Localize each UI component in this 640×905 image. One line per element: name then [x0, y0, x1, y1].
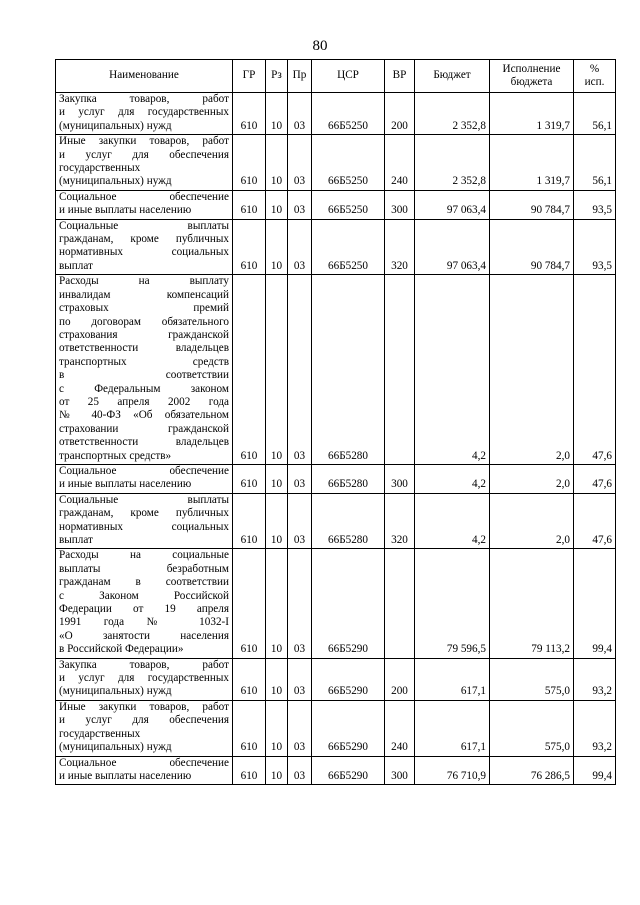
- header-gr: ГР: [233, 60, 266, 93]
- header-pr: Пр: [288, 60, 312, 93]
- row-gr: 610: [233, 700, 266, 756]
- row-name-line: Иные закупки товаров, работ: [59, 700, 229, 713]
- table-row: [56, 549, 616, 658]
- row-rz: 10: [266, 700, 288, 756]
- row-name-line: Иные закупки товаров, работ: [59, 135, 229, 148]
- row-name-line: с Федеральным законом: [59, 382, 229, 395]
- row-name-line: и услуг для обеспечения: [59, 714, 229, 727]
- row-pr: 03: [288, 658, 312, 700]
- header-pct: [574, 60, 616, 93]
- row-budget: 617,1: [415, 700, 490, 756]
- row-name-line: Закупка товаров, работ: [59, 658, 229, 671]
- row-rz: 10: [266, 549, 288, 658]
- row-pct: 93,2: [574, 658, 616, 700]
- row-pr: 03: [288, 549, 312, 658]
- row-gr: 610: [233, 549, 266, 658]
- row-name: [56, 93, 233, 135]
- row-execution: 2,0: [490, 275, 574, 465]
- table-row: [56, 219, 616, 275]
- header-rz: Рз: [266, 60, 288, 93]
- row-csr: 66Б5250: [312, 135, 385, 191]
- row-name-line: инвалидам компенсаций: [59, 288, 229, 301]
- row-name-line: Социальные выплаты: [59, 219, 229, 232]
- row-name-line: ответственности владельцев: [59, 342, 229, 355]
- row-csr: 66Б5290: [312, 700, 385, 756]
- row-execution: 76 286,5: [490, 756, 574, 785]
- row-csr: 66Б5250: [312, 93, 385, 135]
- row-rz: 10: [266, 658, 288, 700]
- row-name-line: транспортных средств»: [59, 449, 172, 462]
- row-execution: 2,0: [490, 464, 574, 493]
- row-budget: 2 352,8: [415, 135, 490, 191]
- row-vr: 200: [385, 93, 415, 135]
- row-pr: 03: [288, 700, 312, 756]
- row-vr: 320: [385, 493, 415, 549]
- row-name: [56, 190, 233, 219]
- row-pct: 93,5: [574, 219, 616, 275]
- row-name-line: (муниципальных) нужд: [59, 741, 172, 754]
- row-execution: 90 784,7: [490, 219, 574, 275]
- header-pct-line2: исп.: [584, 76, 605, 88]
- row-name: [56, 756, 233, 785]
- row-rz: 10: [266, 756, 288, 785]
- row-name-line: с Законом Российской: [59, 589, 229, 602]
- row-pct: 93,5: [574, 190, 616, 219]
- row-vr: 200: [385, 658, 415, 700]
- row-name-line: Социальное обеспечение: [59, 464, 229, 477]
- row-csr: 66Б5250: [312, 219, 385, 275]
- row-name-line: от 25 апреля 2002 года: [59, 395, 229, 408]
- row-name-line: страховании гражданской: [59, 422, 229, 435]
- row-name-line: выплаты безработным: [59, 562, 229, 575]
- row-name-line: Расходы на выплату: [59, 275, 229, 288]
- row-name-line: (муниципальных) нужд: [59, 119, 172, 132]
- row-name-line: и иные выплаты населению: [59, 204, 192, 217]
- row-csr: 66Б5280: [312, 493, 385, 549]
- header-csr: ЦСР: [312, 60, 385, 93]
- table-row: [56, 93, 616, 135]
- row-name-line: государственных: [59, 162, 141, 175]
- row-pct: 93,2: [574, 700, 616, 756]
- row-pct: 47,6: [574, 275, 616, 465]
- row-execution: 2,0: [490, 493, 574, 549]
- row-name: [56, 549, 233, 658]
- row-csr: 66Б5290: [312, 549, 385, 658]
- row-gr: 610: [233, 493, 266, 549]
- row-name-line: и услуг для государственных: [59, 672, 229, 685]
- row-csr: 66Б5290: [312, 658, 385, 700]
- row-name-line: Федерации от 19 апреля: [59, 603, 229, 616]
- row-rz: 10: [266, 93, 288, 135]
- row-name-line: и услуг для обеспечения: [59, 148, 229, 161]
- row-execution: 1 319,7: [490, 135, 574, 191]
- row-pr: 03: [288, 275, 312, 465]
- row-vr: 240: [385, 135, 415, 191]
- row-gr: 610: [233, 190, 266, 219]
- row-pct: 56,1: [574, 135, 616, 191]
- table-row: [56, 756, 616, 785]
- row-name-line: страхования гражданской: [59, 328, 229, 341]
- row-pct: 99,4: [574, 549, 616, 658]
- row-csr: 66Б5290: [312, 756, 385, 785]
- row-name-line: гражданам, кроме публичных: [59, 233, 229, 246]
- row-name: [56, 658, 233, 700]
- row-name-line: гражданам, кроме публичных: [59, 507, 229, 520]
- row-rz: 10: [266, 190, 288, 219]
- row-execution: 90 784,7: [490, 190, 574, 219]
- row-name-line: Закупка товаров, работ: [59, 93, 229, 105]
- row-name-line: (муниципальных) нужд: [59, 685, 172, 698]
- row-vr: 300: [385, 464, 415, 493]
- row-name-line: Социальные выплаты: [59, 493, 229, 506]
- header-name: Наименование: [56, 60, 233, 93]
- row-name-line: транспортных средств: [59, 355, 229, 368]
- header-execution-line1: Исполнение: [502, 62, 561, 75]
- row-vr: 300: [385, 190, 415, 219]
- row-name-line: нормативных социальных: [59, 246, 229, 259]
- row-gr: 610: [233, 756, 266, 785]
- row-name: [56, 219, 233, 275]
- row-name-line: в Российской Федерации»: [59, 643, 184, 656]
- header-budget: Бюджет: [415, 60, 490, 93]
- row-rz: 10: [266, 493, 288, 549]
- row-name: [56, 700, 233, 756]
- row-name-line: и иные выплаты населению: [59, 478, 192, 491]
- row-name-line: Расходы на социальные: [59, 549, 229, 562]
- row-budget: 4,2: [415, 493, 490, 549]
- row-gr: 610: [233, 93, 266, 135]
- row-name-line: № 40-ФЗ «Об обязательном: [59, 409, 229, 422]
- row-pct: 47,6: [574, 464, 616, 493]
- row-budget: 4,2: [415, 275, 490, 465]
- row-vr: 300: [385, 756, 415, 785]
- row-name-line: и иные выплаты населению: [59, 769, 192, 782]
- row-execution: 575,0: [490, 658, 574, 700]
- row-name-line: Социальное обеспечение: [59, 190, 229, 203]
- row-name-line: выплат: [59, 259, 93, 272]
- row-budget: 97 063,4: [415, 190, 490, 219]
- row-pct: 56,1: [574, 93, 616, 135]
- header-pct-line1: %: [589, 62, 600, 75]
- row-rz: 10: [266, 464, 288, 493]
- row-name-line: в соответствии: [59, 369, 229, 382]
- row-name-line: (муниципальных) нужд: [59, 175, 172, 188]
- row-gr: 610: [233, 275, 266, 465]
- table-row: [56, 190, 616, 219]
- row-name-line: по договорам обязательного: [59, 315, 229, 328]
- table-row: [56, 464, 616, 493]
- row-vr: [385, 275, 415, 465]
- row-execution: 1 319,7: [490, 93, 574, 135]
- row-name: [56, 135, 233, 191]
- row-gr: 610: [233, 135, 266, 191]
- table-row: [56, 493, 616, 549]
- row-pr: 03: [288, 493, 312, 549]
- row-pr: 03: [288, 756, 312, 785]
- row-vr: 240: [385, 700, 415, 756]
- row-name-line: выплат: [59, 534, 93, 546]
- row-gr: 610: [233, 219, 266, 275]
- row-name-line: ответственности владельцев: [59, 436, 229, 449]
- row-gr: 610: [233, 658, 266, 700]
- row-gr: 610: [233, 464, 266, 493]
- row-budget: 4,2: [415, 464, 490, 493]
- table-body: [56, 93, 616, 785]
- row-name-line: страховых премий: [59, 302, 229, 315]
- row-vr: [385, 549, 415, 658]
- row-pr: 03: [288, 135, 312, 191]
- header-vr: ВР: [385, 60, 415, 93]
- row-budget: 2 352,8: [415, 93, 490, 135]
- row-execution: 79 113,2: [490, 549, 574, 658]
- header-execution: [490, 60, 574, 93]
- row-csr: 66Б5280: [312, 275, 385, 465]
- row-rz: 10: [266, 275, 288, 465]
- row-csr: 66Б5280: [312, 464, 385, 493]
- table-row: [56, 700, 616, 756]
- budget-table: [55, 59, 616, 785]
- row-name: [56, 493, 233, 549]
- row-name: [56, 275, 233, 465]
- row-name-line: «О занятости населения: [59, 629, 229, 642]
- row-budget: 97 063,4: [415, 219, 490, 275]
- table-header-row: [56, 60, 616, 93]
- row-pr: 03: [288, 219, 312, 275]
- header-execution-line2: бюджета: [510, 76, 553, 88]
- row-pct: 99,4: [574, 756, 616, 785]
- row-name: [56, 464, 233, 493]
- row-vr: 320: [385, 219, 415, 275]
- row-pr: 03: [288, 93, 312, 135]
- row-budget: 79 596,5: [415, 549, 490, 658]
- row-name-line: гражданам в соответствии: [59, 576, 229, 589]
- row-pct: 47,6: [574, 493, 616, 549]
- row-csr: 66Б5250: [312, 190, 385, 219]
- row-name-line: и услуг для государственных: [59, 106, 229, 119]
- row-budget: 617,1: [415, 658, 490, 700]
- table-row: [56, 658, 616, 700]
- page-number: 80: [312, 38, 328, 54]
- table-row: [56, 275, 616, 465]
- row-budget: 76 710,9: [415, 756, 490, 785]
- row-name-line: государственных: [59, 727, 141, 740]
- row-name-line: 1991 года № 1032-I: [59, 616, 229, 629]
- row-rz: 10: [266, 219, 288, 275]
- table-row: [56, 135, 616, 191]
- row-execution: 575,0: [490, 700, 574, 756]
- row-rz: 10: [266, 135, 288, 191]
- row-pr: 03: [288, 464, 312, 493]
- row-name-line: нормативных социальных: [59, 520, 229, 533]
- row-name-line: Социальное обеспечение: [59, 756, 229, 769]
- row-pr: 03: [288, 190, 312, 219]
